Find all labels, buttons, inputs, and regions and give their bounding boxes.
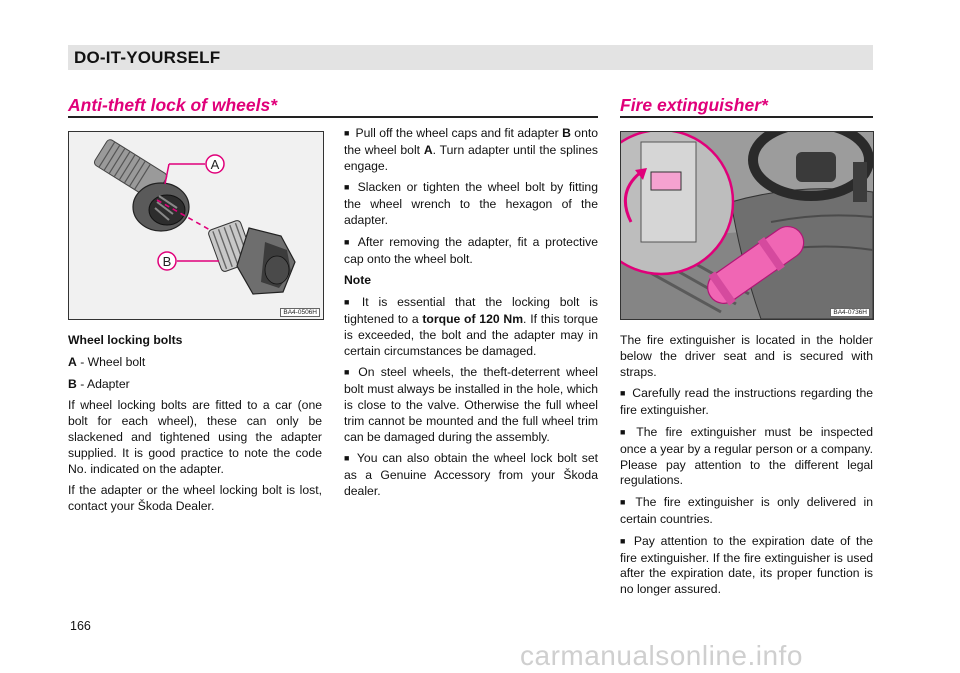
paragraph: If the adapter or the wheel locking bolt is lost, contact your Škoda Dealer. (68, 483, 322, 514)
page-number: 166 (70, 619, 91, 633)
section-title-anti-theft: Anti-theft lock of wheels* (68, 95, 278, 115)
bullet-item: ■ The fire extinguisher must be inspected once a year by a regular person or a company. Please pay attention to the different legal regulations. (620, 425, 873, 489)
fire-extinguisher-figure (620, 131, 874, 320)
note-item: ■ You can also obtain the wheel lock bolt set as a Genuine Accessory from your Škoda dealer. (344, 451, 598, 499)
bullet-item: ■ Carefully read the instructions regarding the fire extinguisher. (620, 386, 873, 419)
middle-text-column (344, 126, 598, 506)
bullet-item: ■ The fire extinguisher is only delivered in certain countries. (620, 495, 873, 528)
chapter-header-bar (68, 45, 873, 70)
wheel-bolt-illustration (69, 132, 323, 319)
watermark-text: carmanualsonline.info (520, 640, 803, 671)
section-rule (620, 116, 873, 118)
section-title-fire-extinguisher: Fire extinguisher* (620, 95, 768, 115)
right-text-column (620, 333, 873, 604)
car-interior-illustration (621, 132, 873, 319)
note-title: Note (344, 273, 372, 288)
paragraph: If wheel locking bolts are fitted to a car (one bolt for each wheel), these can only be slackened and tightened using the adapter supplied. It is good practice to note the code No. indicated on the adapter. (68, 398, 322, 476)
callout-a-label: A (210, 157, 220, 172)
wheel-bolt-figure (68, 131, 324, 320)
bullet-item: ■ After removing the adapter, fit a protective cap onto the wheel bolt. (344, 235, 598, 268)
paragraph: The fire extinguisher is located in the holder below the driver seat and is secured with straps. (620, 333, 873, 379)
section-rule (68, 116, 598, 118)
legend-item-b: B - Adapter (68, 376, 130, 391)
figure-code: BA4-0506H (280, 308, 320, 317)
caption-title: Wheel locking bolts (68, 333, 183, 347)
bullet-item: ■ Pay attention to the expiration date of the fire extinguisher. If the fire extinguisher is used after the expiration date, its proper function is no longer assured. (620, 534, 873, 598)
note-item: ■ On steel wheels, the theft-deterrent wheel bolt must always be installed in the hole, which is close to the valve. Otherwise the full wheel trim cannot be mounted and the full wheel trim can be damaged during the assembly. (344, 365, 598, 445)
figure-code: BA4-0736H (830, 308, 870, 317)
callout-b-label: B (162, 254, 172, 269)
left-text-column (68, 333, 322, 521)
chapter-title: DO-IT-YOURSELF (74, 48, 221, 67)
note-item: ■ It is essential that the locking bolt is tightened to a torque of 120 Nm. If this torque is exceeded, the bolt and the adapter may in certain circumstances be damaged. (344, 295, 598, 359)
bullet-item: ■ Slacken or tighten the wheel bolt by fitting the wheel wrench to the hexagon of the adapter. (344, 180, 598, 228)
bullet-item: ■ Pull off the wheel caps and fit adapter B onto the wheel bolt A. Turn adapter until the splines engage. (344, 126, 598, 174)
legend-item-a: A - Wheel bolt (68, 354, 146, 369)
